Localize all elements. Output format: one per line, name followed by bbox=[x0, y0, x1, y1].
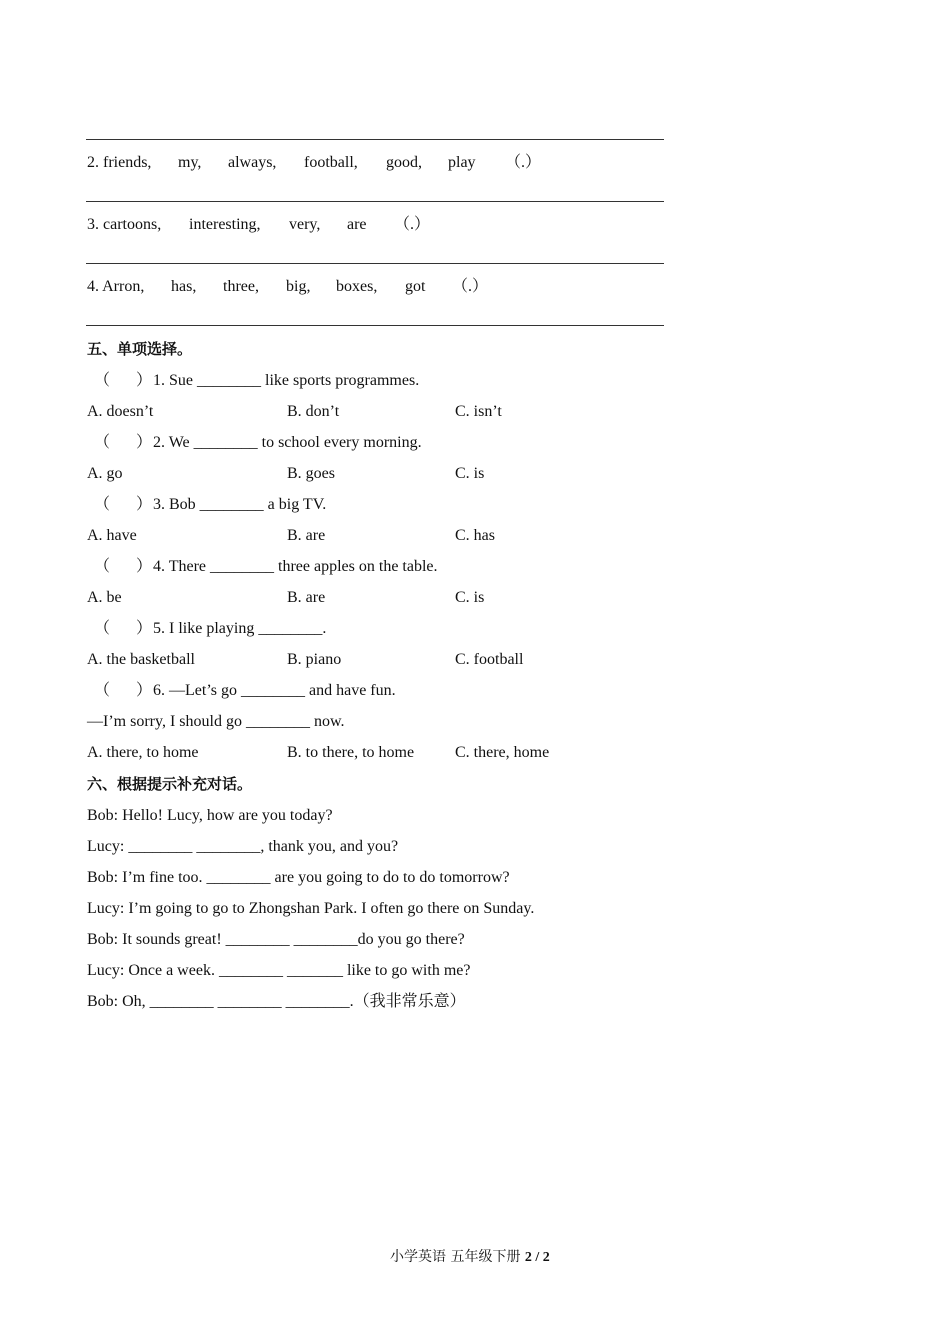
punctuation-hint: （.） bbox=[394, 216, 431, 233]
answer-paren-open[interactable]: （ bbox=[94, 496, 111, 513]
word: got bbox=[405, 278, 426, 295]
word: 2. friends, bbox=[87, 154, 152, 171]
answer-paren-open[interactable]: （ bbox=[94, 372, 111, 389]
option-c: C. is bbox=[455, 465, 485, 482]
option-a: A. have bbox=[87, 527, 137, 544]
option-a: A. there, to home bbox=[87, 744, 199, 761]
word: good, bbox=[386, 154, 422, 171]
word: 3. cartoons, bbox=[87, 216, 162, 233]
option-a: A. go bbox=[87, 465, 123, 482]
option-b: B. don’t bbox=[287, 403, 340, 420]
dialogue-line-1: Bob: Hello! Lucy, how are you today? bbox=[87, 807, 333, 824]
question-stem: 2. We ________ to school every morning. bbox=[153, 434, 422, 451]
word: my, bbox=[178, 154, 202, 171]
dialogue-line-4: Lucy: I’m going to go to Zhongshan Park. I often go there on Sunday. bbox=[87, 900, 535, 917]
answer-paren-close: ） bbox=[136, 496, 153, 513]
answer-paren-close: ） bbox=[136, 558, 153, 575]
option-b: B. are bbox=[287, 589, 326, 606]
answer-line-2[interactable] bbox=[86, 201, 664, 202]
word: has, bbox=[171, 278, 197, 295]
option-c: C. isn’t bbox=[455, 403, 502, 420]
dialogue-line-5[interactable]: Bob: It sounds great! ________ ________do you go there? bbox=[87, 931, 465, 948]
footer-text: 小学英语 五年级下册 bbox=[390, 1249, 525, 1265]
option-c: C. there, home bbox=[455, 744, 550, 761]
word: boxes, bbox=[336, 278, 378, 295]
word: football, bbox=[304, 154, 358, 171]
option-b: B. are bbox=[287, 527, 326, 544]
section-heading-6: 六、根据提示补充对话。 bbox=[87, 775, 253, 793]
dialogue-line-7[interactable]: Bob: Oh, ________ ________ ________.（我非常乐意） bbox=[87, 993, 466, 1010]
answer-paren-open[interactable]: （ bbox=[94, 558, 111, 575]
word: are bbox=[347, 216, 367, 233]
answer-paren-close: ） bbox=[136, 434, 153, 451]
word: play bbox=[448, 154, 476, 171]
dialogue-line-3[interactable]: Bob: I’m fine too. ________ are you going to do to do tomorrow? bbox=[87, 869, 510, 886]
dialogue-line-6[interactable]: Lucy: Once a week. ________ _______ like to go with me? bbox=[87, 962, 471, 979]
answer-line-1[interactable] bbox=[86, 139, 664, 140]
option-b: B. piano bbox=[287, 651, 342, 668]
word: 4. Arron, bbox=[87, 278, 145, 295]
word: three, bbox=[223, 278, 259, 295]
answer-line-3[interactable] bbox=[86, 263, 664, 264]
answer-paren-close: ） bbox=[136, 620, 153, 637]
question-stem: 3. Bob ________ a big TV. bbox=[153, 496, 327, 513]
punctuation-hint: （.） bbox=[505, 154, 542, 171]
page-number: 2 / 2 bbox=[524, 1250, 550, 1265]
option-c: C. has bbox=[455, 527, 495, 544]
answer-paren-close: ） bbox=[136, 372, 153, 389]
page-footer bbox=[390, 1246, 550, 1266]
option-c: C. football bbox=[455, 651, 524, 668]
word: always, bbox=[228, 154, 277, 171]
question-stem: 5. I like playing ________. bbox=[153, 620, 327, 637]
answer-paren-open[interactable]: （ bbox=[94, 682, 111, 699]
option-a: A. be bbox=[87, 589, 122, 606]
answer-paren-open[interactable]: （ bbox=[94, 620, 111, 637]
answer-paren-close: ） bbox=[136, 682, 153, 699]
question-stem: 4. There ________ three apples on the table. bbox=[153, 558, 438, 575]
section-heading-5: 五、单项选择。 bbox=[87, 340, 193, 358]
question-stem: 6. —Let’s go ________ and have fun. bbox=[153, 682, 396, 699]
answer-paren-open[interactable]: （ bbox=[94, 434, 111, 451]
option-b: B. goes bbox=[287, 465, 335, 482]
question-stem-continued: —I’m sorry, I should go ________ now. bbox=[87, 713, 345, 730]
question-stem: 1. Sue ________ like sports programmes. bbox=[153, 372, 420, 389]
word: interesting, bbox=[189, 216, 261, 233]
dialogue-line-2[interactable]: Lucy: ________ ________, thank you, and you? bbox=[87, 838, 399, 855]
answer-line-4[interactable] bbox=[86, 325, 664, 326]
option-b: B. to there, to home bbox=[287, 744, 415, 761]
option-a: A. the basketball bbox=[87, 651, 195, 668]
word: very, bbox=[289, 216, 321, 233]
option-a: A. doesn’t bbox=[87, 403, 154, 420]
punctuation-hint: （.） bbox=[452, 278, 489, 295]
option-c: C. is bbox=[455, 589, 485, 606]
word: big, bbox=[286, 278, 311, 295]
